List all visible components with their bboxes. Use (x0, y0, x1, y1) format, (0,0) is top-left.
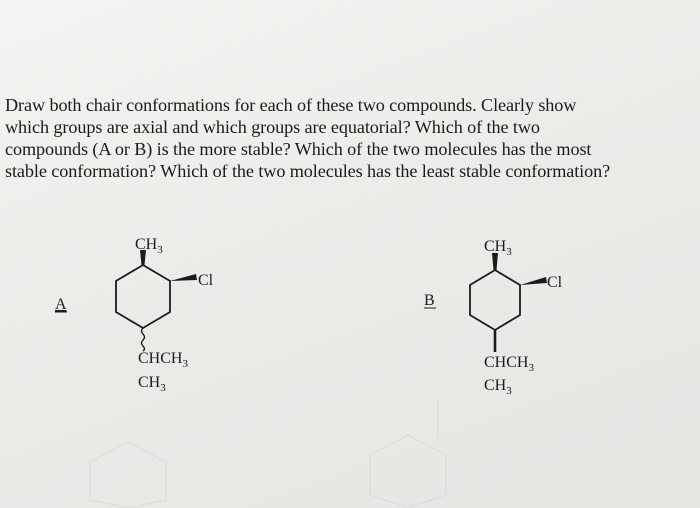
compound-a-right-wedge (170, 274, 197, 281)
compound-a-cl: Cl (198, 272, 214, 289)
compound-b-ch3: $CH_3$ (484, 377, 512, 397)
compound-b-structure (424, 238, 563, 397)
question-line: Draw both chair conformations for each of these two compounds. Clearly show (5, 95, 577, 115)
question-line: stable conformation? Which of the two molecules has the least stable conformation? (5, 161, 611, 181)
compound-a-chch3: $CHCH_3$ (138, 350, 188, 370)
compound-b-ring (470, 270, 520, 330)
question-line: compounds (A or B) is the more stable? Which of the two molecules has the most (5, 139, 592, 159)
compound-b-chch3: $CHCH_3$ (484, 354, 534, 374)
compound-b-top-wedge (492, 253, 498, 270)
compound-a-ch3: $CH_3$ (138, 374, 166, 394)
compound-a-structure (55, 236, 214, 394)
compound-b-cl: Cl (547, 274, 563, 291)
compound-a-top-ch3: $CH_3$ (135, 236, 163, 256)
question-line: which groups are axial and which groups are equatorial? Which of the two (5, 117, 540, 137)
compound-b-right-wedge (520, 277, 547, 285)
compound-b-label: B (424, 292, 435, 309)
compound-a-label: A (55, 296, 67, 313)
compound-a-wavy-bond (142, 328, 145, 351)
compound-a-ring (116, 265, 170, 328)
compound-b-top-ch3: $CH_3$ (484, 238, 512, 258)
